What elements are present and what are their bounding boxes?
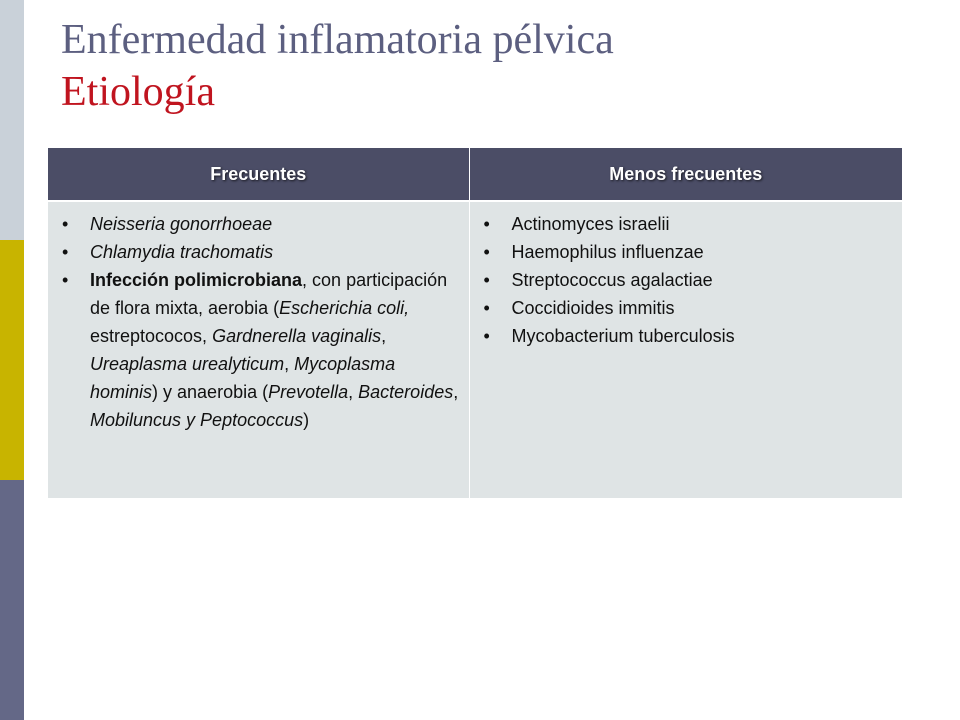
organism-name: Bacteroides — [358, 382, 454, 402]
cell-menos-frecuentes — [469, 201, 902, 498]
cell-frecuentes — [48, 201, 469, 498]
item-text: , — [381, 326, 387, 346]
organism-name: Mobiluncus y Peptococcus — [90, 410, 304, 430]
side-bar-top — [0, 0, 24, 240]
item-text: , — [284, 354, 295, 374]
list-item: • Actinomyces israelii — [470, 210, 895, 238]
item-text: ) — [303, 410, 310, 430]
title-main: Enfermedad inflamatoria pélvica — [61, 17, 614, 63]
side-bar-middle — [0, 240, 24, 480]
organism-name: Mycoplasma hominis — [90, 354, 396, 402]
list-menos-frecuentes — [470, 210, 895, 350]
table-header-row — [48, 148, 902, 201]
organism-name: Chlamydia trachomatis — [90, 242, 274, 262]
title-subtitle: Etiología — [61, 69, 215, 115]
organism-name: Gardnerella vaginalis — [212, 326, 382, 346]
etiology-table — [48, 148, 902, 498]
item-text: , con participación de flora mixta, aerobia ( — [90, 270, 448, 318]
list-item: • Haemophilus influenzae — [470, 238, 895, 266]
header-menos-frecuentes: Menos frecuentes — [469, 148, 902, 201]
slide-title — [61, 14, 614, 118]
list-item: • Streptococcus agalactiae — [470, 266, 895, 294]
list-item: • Coccidioides immitis — [470, 294, 895, 322]
organism-name: Escherichia coli, — [279, 298, 410, 318]
list-item — [48, 238, 461, 266]
side-bar-bottom — [0, 480, 24, 720]
item-text: , — [348, 382, 359, 402]
item-text: estreptococos, — [90, 326, 213, 346]
item-text: , — [453, 382, 459, 402]
organism-name: Prevotella — [268, 382, 349, 402]
table-body-row — [48, 201, 902, 498]
organism-name: Ureaplasma urealyticum — [90, 354, 285, 374]
list-item — [48, 210, 461, 238]
list-frecuentes — [48, 210, 461, 434]
organism-name: Neisseria gonorrhoeae — [90, 214, 273, 234]
list-item: • Mycobacterium tuberculosis — [470, 322, 895, 350]
list-item — [48, 266, 461, 434]
item-bold-text: Infección polimicrobiana — [90, 270, 303, 290]
item-text: ) y anaerobia ( — [152, 382, 269, 402]
header-frecuentes: Frecuentes — [48, 148, 469, 201]
